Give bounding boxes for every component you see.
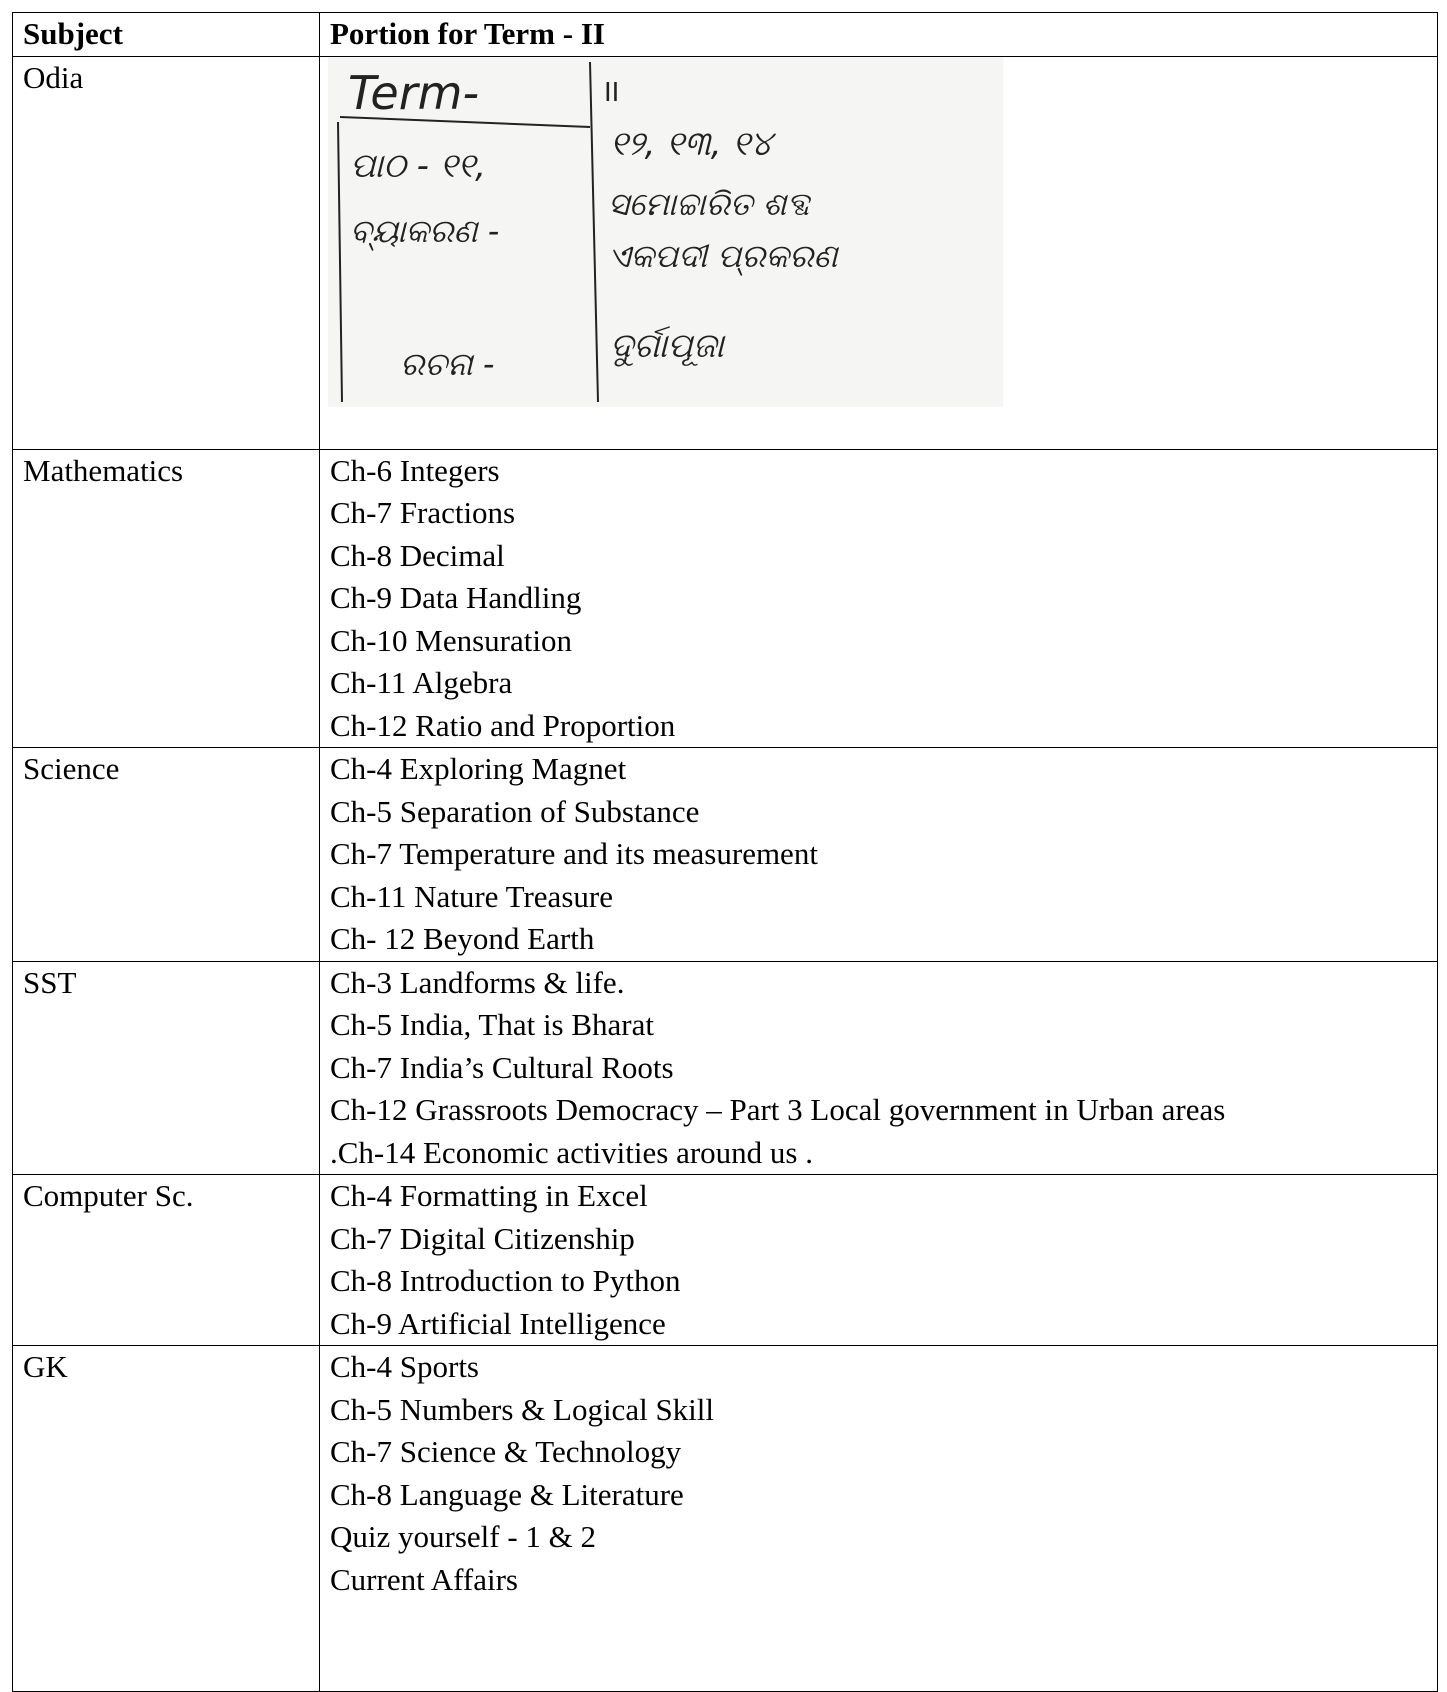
- chapter-item: Ch-5 India, That is Bharat: [330, 1007, 655, 1042]
- syllabus-table: [12, 12, 1438, 1692]
- table-row: [13, 1175, 1438, 1346]
- chapter-item: Ch-9 Artificial Intelligence: [330, 1305, 666, 1341]
- table-row: [13, 961, 1438, 1175]
- chapter-item: Ch-4 Formatting in Excel: [330, 1178, 648, 1213]
- handwritten-title: Term-: [348, 65, 480, 120]
- chapter-item: Ch- 12 Beyond Earth: [330, 921, 595, 956]
- chapter-item: Ch-11 Nature Treasure: [330, 878, 613, 914]
- chapter-item: Ch-7 Digital Citizenship: [330, 1220, 635, 1256]
- table-row: [13, 56, 1438, 449]
- chapter-item: Ch-6 Integers: [330, 452, 500, 488]
- chapter-item: Ch-8 Language & Literature: [330, 1476, 684, 1512]
- subject-cell: Computer Sc.: [13, 1175, 320, 1346]
- subject-cell: SST: [13, 961, 320, 1175]
- table-row: [13, 748, 1438, 962]
- chapter-item: Ch-4 Sports: [330, 1349, 479, 1384]
- chapter-item: Current Affairs: [330, 1561, 518, 1597]
- portion-cell: [320, 961, 1438, 1175]
- chapter-item: Ch-5 Numbers & Logical Skill: [330, 1391, 715, 1427]
- portion-cell: [320, 56, 1438, 449]
- chapter-item: Ch-3 Landforms & life.: [330, 964, 625, 1000]
- chapter-item: Quiz yourself - 1 & 2: [330, 1519, 597, 1554]
- chapter-item: Ch-9 Data Handling: [330, 580, 582, 615]
- chapter-item: Ch-5 Separation of Substance: [330, 793, 700, 829]
- handwritten-label: ବ୍ୟାକରଣ -: [350, 211, 500, 250]
- handwritten-title-numeral: II: [604, 77, 620, 108]
- portion-cell: [320, 748, 1438, 962]
- subject-cell: Odia: [13, 56, 320, 449]
- chapter-item: Ch-4 Exploring Magnet: [330, 751, 627, 786]
- handwritten-label: ରଚନା -: [400, 344, 495, 383]
- portion-cell: [320, 1175, 1438, 1346]
- portion-cell: [320, 449, 1438, 748]
- chapter-item: Ch-10 Mensuration: [330, 622, 572, 658]
- chapter-item: Ch-12 Ratio and Proportion: [330, 707, 676, 743]
- chapter-item: Ch-11 Algebra: [330, 665, 513, 700]
- table-row: [13, 449, 1438, 748]
- chapter-item: Ch-8 Introduction to Python: [330, 1263, 681, 1298]
- portion-cell: [320, 1346, 1438, 1692]
- handwritten-value: ଏକପଦୀ ପ୍ରକରଣ: [608, 236, 838, 275]
- subject-cell: GK: [13, 1346, 320, 1692]
- handwritten-odia-note: [328, 57, 1003, 407]
- table-row: [13, 1346, 1438, 1692]
- subject-header: Subject: [13, 13, 320, 57]
- chapter-item: Ch-7 Fractions: [330, 495, 516, 530]
- chapter-item: Ch-7 Temperature and its measurement: [330, 836, 818, 871]
- chapter-item: Ch-8 Decimal: [330, 537, 505, 573]
- subject-cell: Science: [13, 748, 320, 962]
- chapter-item: .Ch-14 Economic activities around us .: [330, 1134, 813, 1170]
- portion-header: Portion for Term - II: [320, 13, 1438, 57]
- handwritten-value: ୧୨, ୧୩, ୧୪: [610, 123, 772, 164]
- chapter-item: Ch-7 India’s Cultural Roots: [330, 1049, 674, 1085]
- chapter-item: Ch-7 Science & Technology: [330, 1434, 682, 1469]
- handwritten-label: ପାଠ - ୧୧,: [350, 145, 486, 186]
- header-row: [13, 13, 1438, 57]
- handwritten-value: ଦୁର୍ଗାପୂଜା: [610, 325, 724, 366]
- chapter-item: Ch-12 Grassroots Democracy – Part 3 Local government in Urban areas: [330, 1092, 1226, 1127]
- handwritten-value: ସମୋଚ୍ଚାରିତ ଶବ୍ଦ: [608, 184, 810, 223]
- subject-cell: Mathematics: [13, 449, 320, 748]
